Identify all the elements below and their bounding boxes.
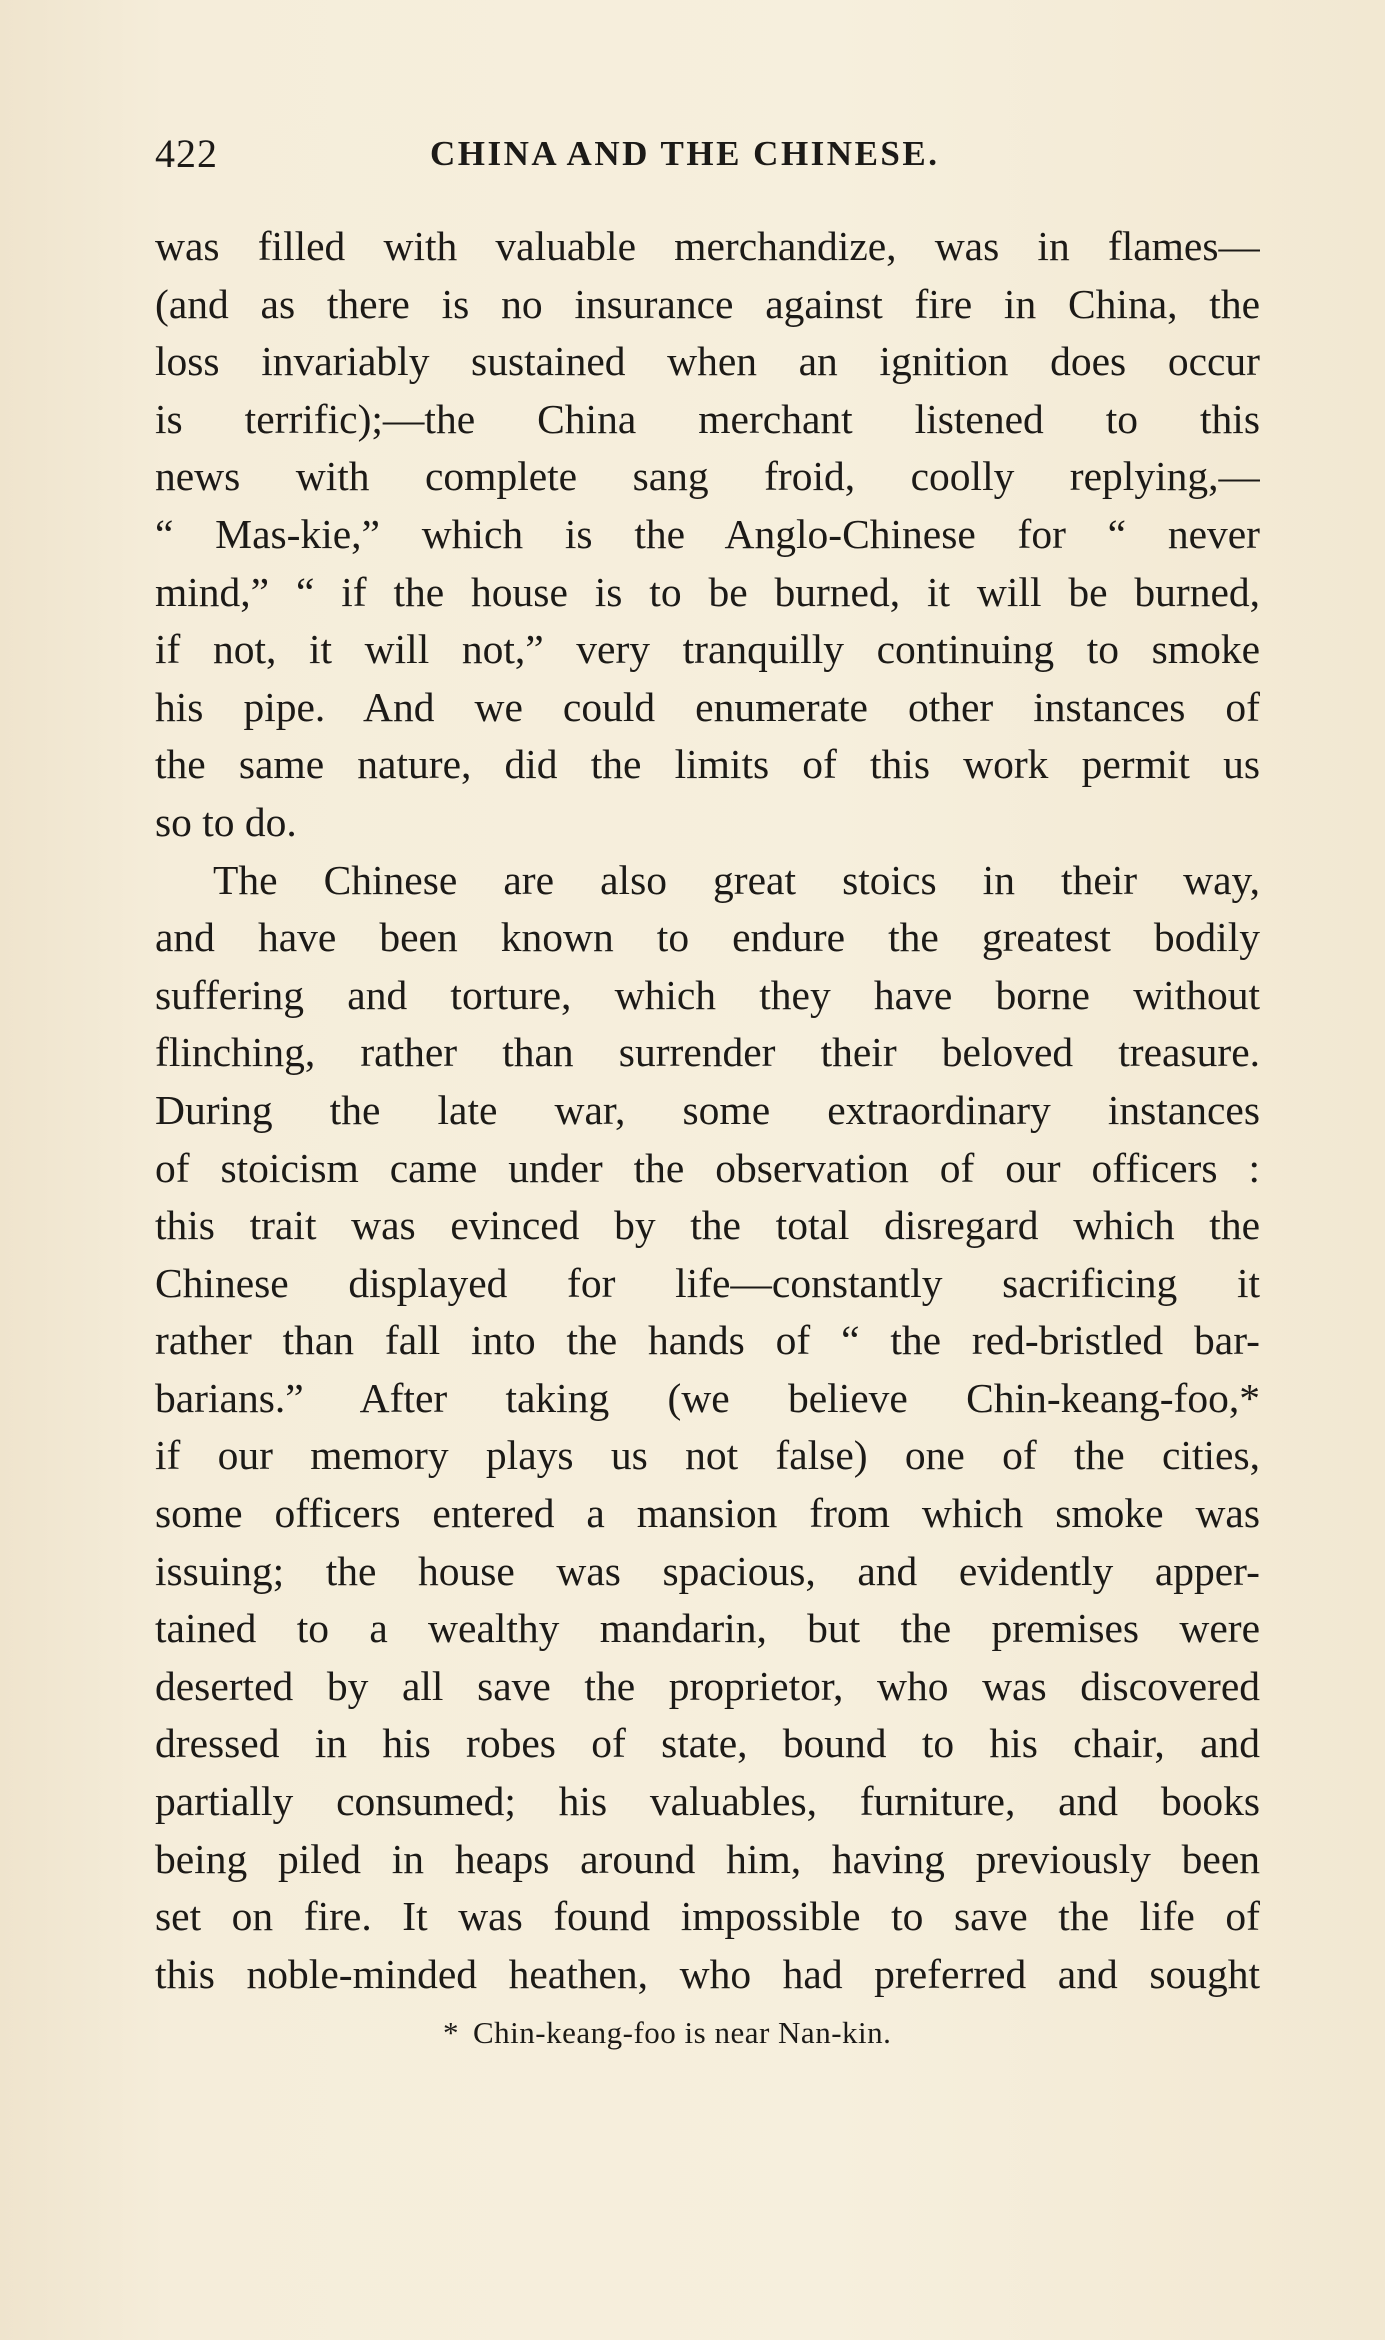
text-line: this noble-minded heathen, who had preferred and sought: [155, 1950, 1260, 1997]
text-line: being piled in heaps around him, having previously been: [155, 1835, 1260, 1882]
text-line: news with complete sang froid, coolly replying,—: [155, 453, 1260, 500]
page-number: 422: [155, 131, 218, 176]
text-line: set on fire. It was found impossible to save the life of: [155, 1893, 1260, 1940]
text-line: partially consumed; his valuables, furniture, and books: [155, 1778, 1260, 1825]
text-line: mind,” “ if the house is to be burned, it will be burned,: [155, 568, 1260, 615]
page-header: [155, 130, 1255, 190]
text-line: tained to a wealthy mandarin, but the premises were: [155, 1605, 1260, 1652]
text-line: this trait was evinced by the total disregard which the: [155, 1202, 1260, 1249]
text-line: the same nature, did the limits of this work permit us: [155, 741, 1260, 788]
text-line: flinching, rather than surrender their beloved treasure.: [155, 1029, 1260, 1076]
text-line: “ Mas-kie,” which is the Anglo-Chinese for “ never: [155, 510, 1260, 557]
text-line: of stoicism came under the observation of our officers :: [155, 1144, 1260, 1191]
text-line: his pipe. And we could enumerate other instances of: [155, 683, 1260, 730]
text-line: is terrific);—the China merchant listened to this: [155, 395, 1260, 442]
text-line: Chinese displayed for life—constantly sacrificing it: [155, 1259, 1260, 1306]
text-line: and have been known to endure the greatest bodily: [155, 914, 1260, 961]
text-line: if our memory plays us not false) one of the cities,: [155, 1432, 1260, 1479]
footnote-mark: *: [443, 2015, 459, 2050]
text-line: During the late war, some extraordinary instances: [155, 1086, 1260, 1133]
text-line: loss invariably sustained when an ignition does occur: [155, 338, 1260, 385]
text-line: issuing; the house was spacious, and evidently apper-: [155, 1547, 1260, 1594]
text-line: was filled with valuable merchandize, was in flames—: [155, 223, 1260, 269]
text-line: some officers entered a mansion from which smoke was: [155, 1490, 1260, 1537]
footnote: [443, 2015, 891, 2051]
text-line: rather than fall into the hands of “ the red-bristled bar-: [155, 1317, 1260, 1364]
running-title: CHINA AND THE CHINESE.: [430, 134, 940, 173]
text-line: if not, it will not,” very tranquilly continuing to smoke: [155, 626, 1260, 673]
text-line: suffering and torture, which they have borne without: [155, 971, 1260, 1018]
text-line: dressed in his robes of state, bound to his chair, and: [155, 1720, 1260, 1767]
text-line: deserted by all save the proprietor, who was discovered: [155, 1662, 1260, 1709]
text-line: (and as there is no insurance against fire in China, the: [155, 280, 1260, 327]
text-line: so to do.: [155, 798, 297, 845]
paragraph-start-line: The Chinese are also great stoics in their way,: [213, 856, 1260, 903]
body-text: [155, 218, 1260, 2003]
footnote-text: Chin-keang-foo is near Nan-kin.: [473, 2015, 892, 2050]
text-line: barians.” After taking (we believe Chin-keang-foo,*: [155, 1374, 1260, 1421]
